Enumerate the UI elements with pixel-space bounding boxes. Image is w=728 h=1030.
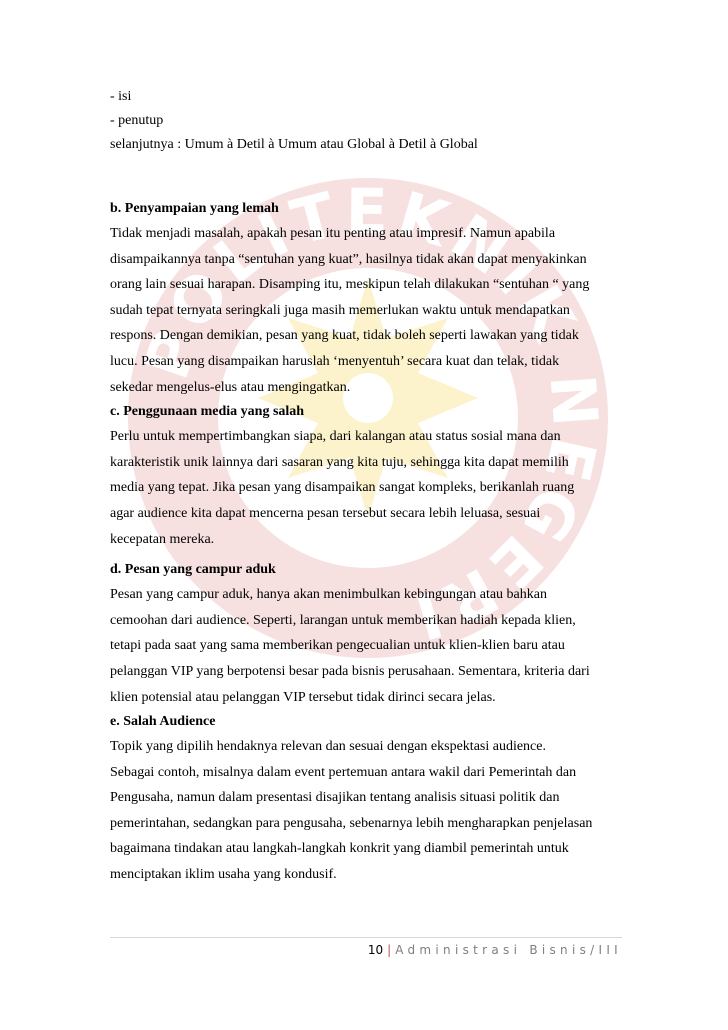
paragraph-line: orang lain sesuai harapan. Disamping itu, meskipun telah dilakukan “sentuhan “ yang [110, 277, 590, 293]
intro-line-1: - isi [110, 89, 132, 104]
paragraph-line: disampaikannya tanpa “sentuhan yang kuat”, hasilnya tidak akan dapat menyakinkan [110, 251, 587, 267]
paragraph-line: Topik yang dipilih hendaknya relevan dan sesuai dengan ekspektasi audience. [110, 739, 546, 755]
paragraph-line: respons. Dengan demikian, pesan yang kuat, tidak boleh seperti lawakan yang tidak [110, 328, 579, 344]
page-number: 10 [367, 943, 384, 957]
section-heading-c: c. Penggunaan media yang salah [110, 404, 305, 420]
paragraph-line: Perlu untuk mempertimbangkan siapa, dari kalangan atau status sosial mana dan [110, 429, 561, 445]
paragraph-line: sudah tepat ternyata seringkali juga masih memerlukan waktu untuk mendapatkan [110, 302, 570, 318]
paragraph-line: tetapi pada saat yang sama memberikan pengecualian untuk klien-klien baru atau [110, 638, 565, 654]
paragraph-line: bagaimana tindakan atau langkah-langkah konkrit yang diambil pemerintah untuk [110, 841, 569, 857]
paragraph-line: klien potensial atau pelanggan VIP tersebut tidak dirinci secara jelas. [110, 689, 496, 705]
document-body [110, 85, 630, 888]
paragraph-line: Pesan yang campur aduk, hanya akan menimbulkan kebingungan atau bahkan [110, 587, 547, 603]
paragraph-line: menciptakan iklim usaha yang kondusif. [110, 867, 337, 883]
footer-divider [110, 937, 622, 938]
paragraph-line: karakteristik unik lainnya dari sasaran yang kita tuju, sehingga kita dapat memilih [110, 454, 569, 470]
section-heading-e: e. Salah Audience [110, 714, 216, 730]
paragraph-line: agar audience kita dapat mencerna pesan tersebut secara lebih leluasa, sesuai [110, 505, 541, 521]
paragraph-line: pemerintahan, sedangkan para pengusaha, sebenarnya lebih mengharapkan penjelasan [110, 815, 593, 831]
section-heading-b: b. Penyampaian yang lemah [110, 201, 279, 216]
intro-line-2: - penutup [110, 113, 164, 128]
paragraph-line: Pengusaha, namun dalam presentasi disajikan tentang analisis situasi politik dan [110, 790, 560, 806]
page-footer [368, 943, 622, 957]
paragraph-line: cemoohan dari audience. Seperti, larangan untuk memberikan hadiah kepada klien, [110, 612, 576, 628]
paragraph-line: pelanggan VIP yang berpotensi besar pada bisnis perusahaan. Sementara, kriteria dari [110, 663, 590, 679]
paragraph-line: kecepatan mereka. [110, 531, 215, 547]
watermark-ring-text: POLITEKNIK NEGERI [129, 174, 613, 656]
section-body-e [110, 734, 630, 888]
footer-title: Administrasi Bisnis/III [395, 943, 622, 957]
section-heading-d: d. Pesan yang campur aduk [110, 562, 276, 578]
section-body-c [110, 424, 630, 552]
section-body-b [110, 221, 630, 400]
paragraph-line: Tidak menjadi masalah, apakah pesan itu penting atau impresif. Namun apabila [110, 226, 556, 241]
footer-separator: | [387, 943, 392, 957]
paragraph-line: media yang tepat. Jika pesan yang disampaikan sangat kompleks, berikanlah ruang [110, 480, 575, 496]
paragraph-line: lucu. Pesan yang disampaikan haruslah ‘menyentuh’ secara kuat dan telak, tidak [110, 353, 560, 369]
section-body-d [110, 582, 630, 710]
paragraph-line: Sebagai contoh, misalnya dalam event pertemuan antara wakil dari Pemerintah dan [110, 764, 577, 780]
paragraph-line: sekedar mengelus-elus atau mengingatkan. [110, 379, 351, 395]
intro-line-3: selanjutnya : Umum à Detil à Umum atau Global à Detil à Global [110, 137, 478, 152]
